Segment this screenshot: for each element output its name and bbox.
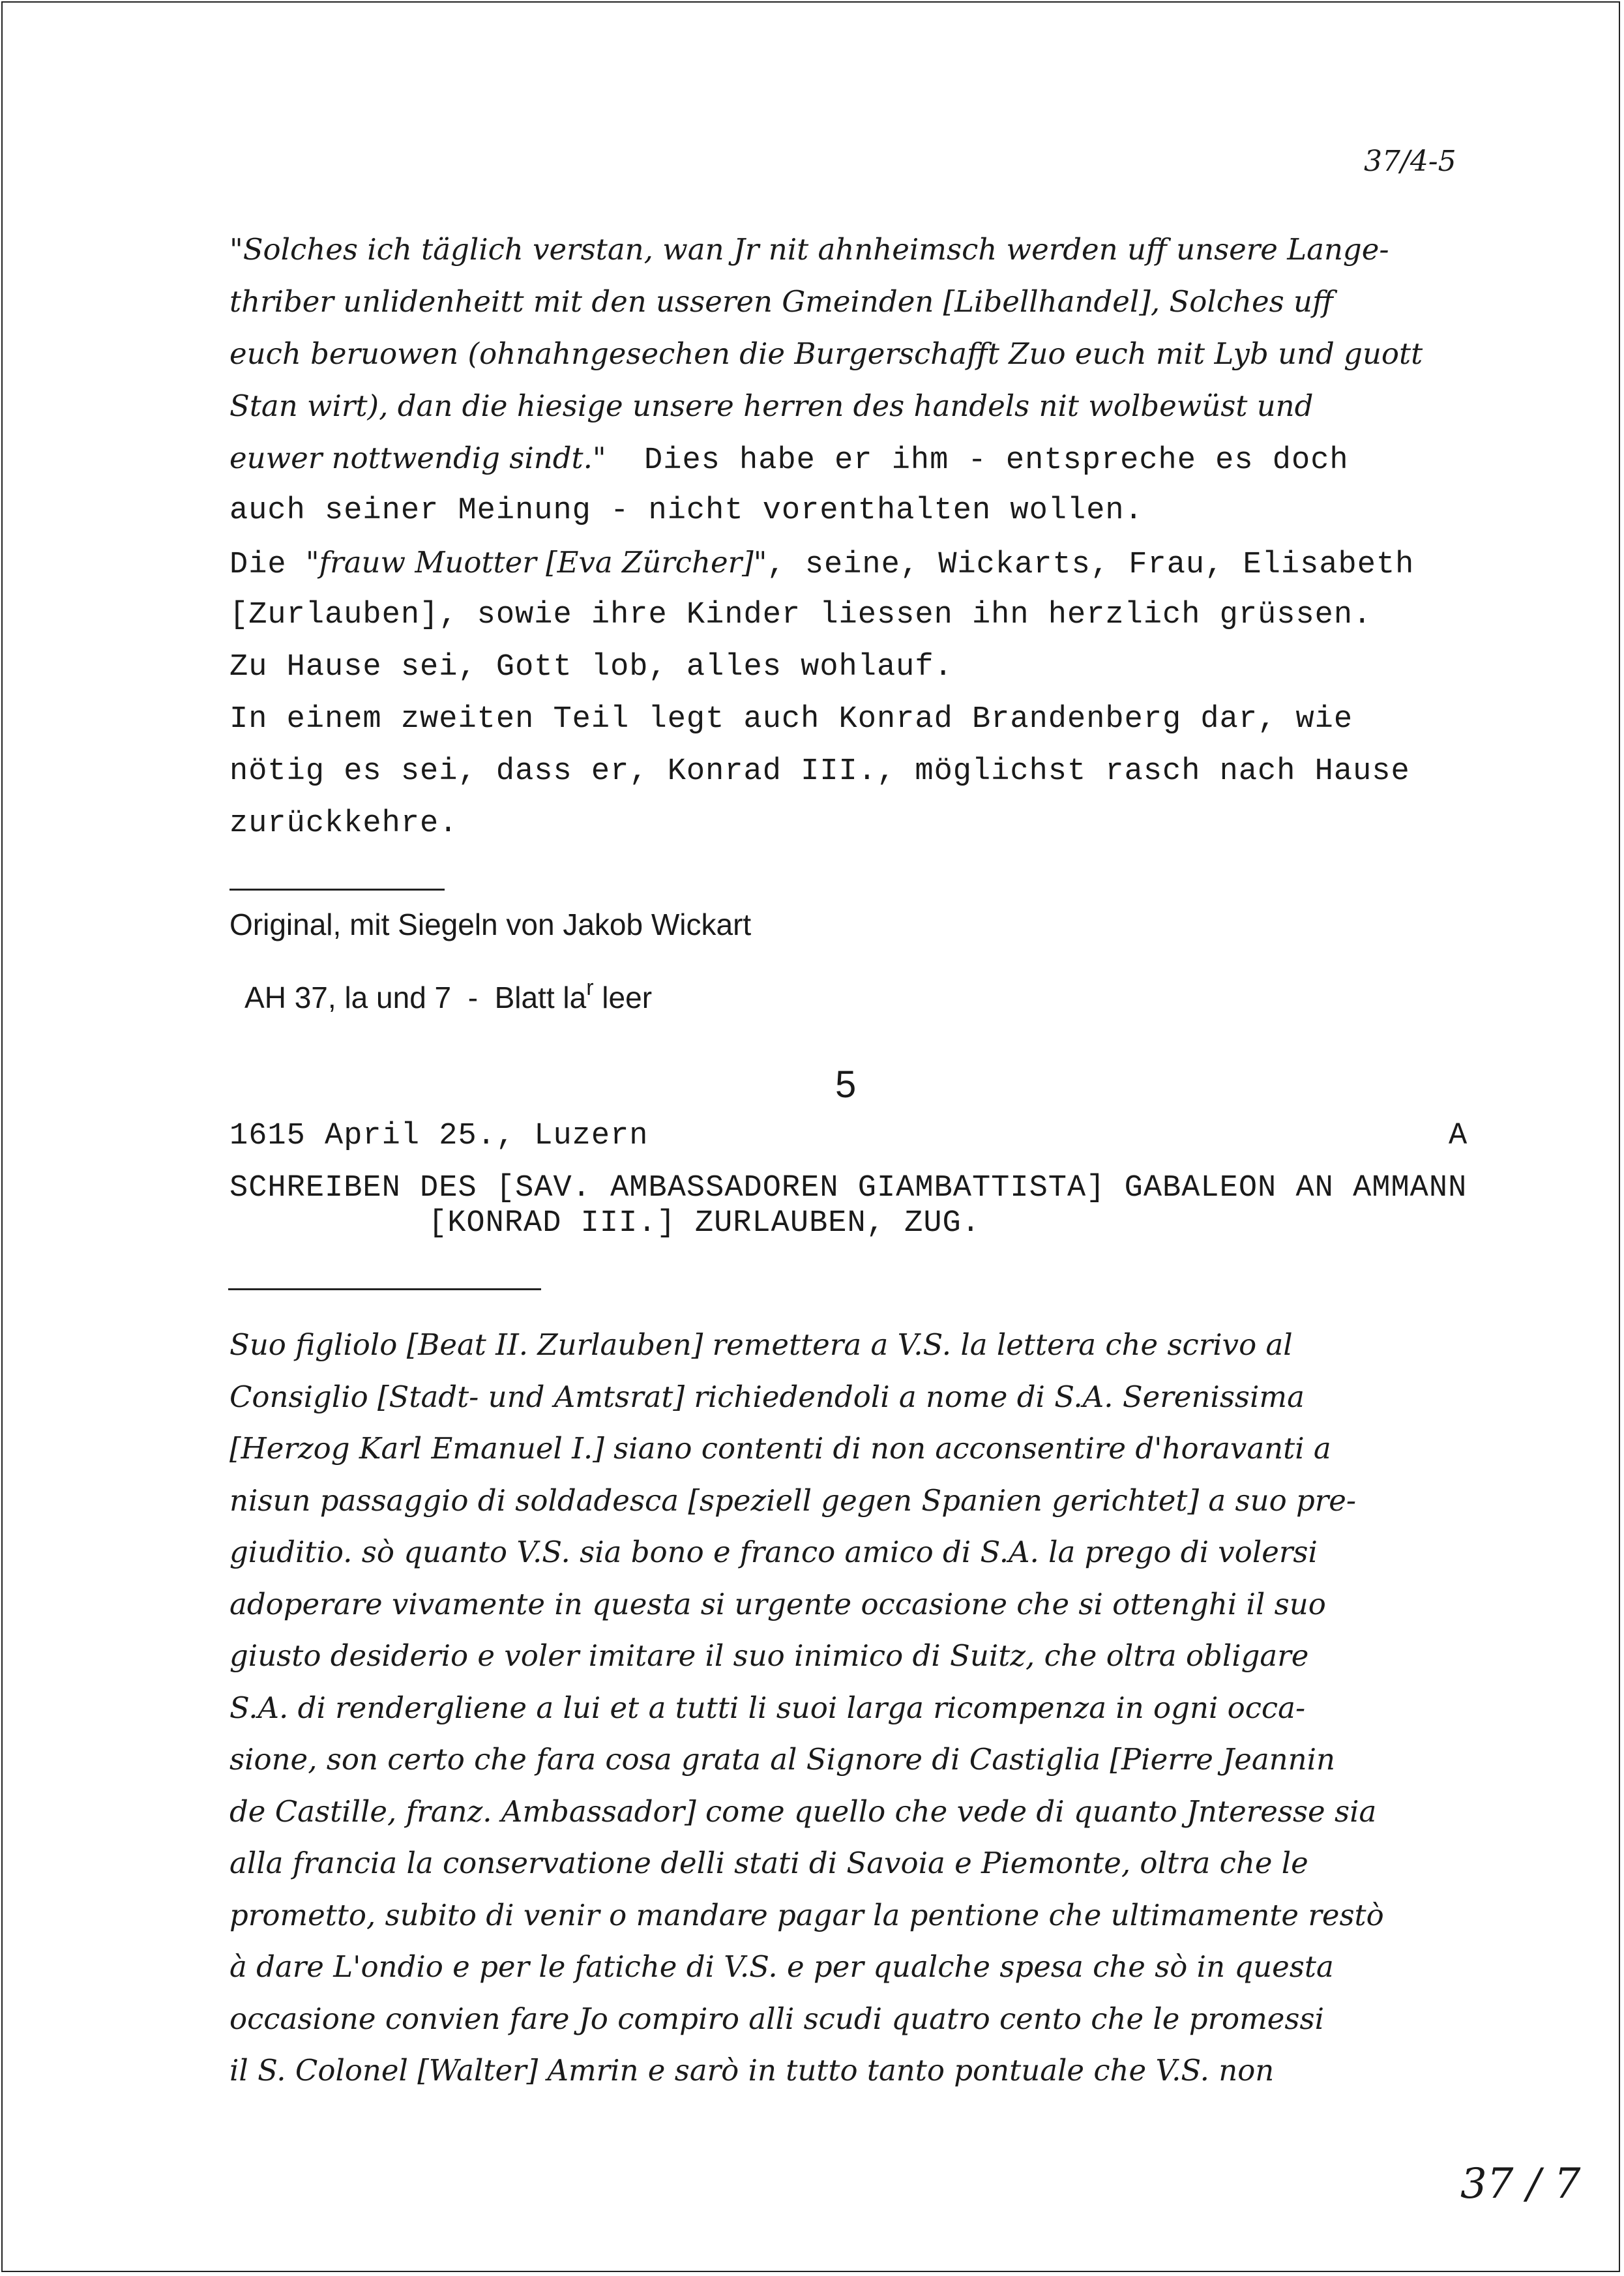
document-title-line2: [KONRAD III.] ZURLAUBEN, ZUG. bbox=[428, 1206, 981, 1241]
summary-text: zurückkehre. bbox=[229, 806, 458, 841]
document-date: 1615 April 25., Luzern bbox=[229, 1119, 649, 1153]
summary-text: Dies habe er ihm - entspreche es doch bbox=[606, 443, 1349, 478]
doc5-text-line: occasione convien fare Jo compiro alli scudi quatro cento che le promessi bbox=[229, 2002, 1324, 2036]
doc5-text-line: il S. Colonel [Walter] Amrin e sarò in tutto tanto pontuale che V.S. non bbox=[229, 2053, 1275, 2088]
source-note-line1: Original, mit Siegeln von Jakob Wickart bbox=[229, 908, 752, 941]
doc5-text-line: adoperare vivamente in questa si urgente occasione che si ottenghi il suo bbox=[229, 1587, 1326, 1621]
source-note-line2 bbox=[229, 947, 652, 1012]
summary-text: nötig es sei, dass er, Konrad III., möglichst rasch nach Hause bbox=[229, 754, 1410, 789]
doc4-line bbox=[229, 808, 458, 839]
document-marker: A bbox=[1449, 1119, 1468, 1153]
summary-text: Die bbox=[229, 548, 306, 582]
footnote-separator bbox=[229, 889, 445, 891]
quoted-text: thriber unlidenheitt mit den usseren Gmeinden [Libellhandel], Solches uff bbox=[229, 284, 1333, 319]
doc4-line bbox=[229, 704, 1353, 735]
summary-text: Zu Hause sei, Gott lob, alles wohlauf. bbox=[229, 650, 953, 685]
summary-text: In einem zweiten Teil legt auch Konrad Brandenberg dar, wie bbox=[229, 702, 1353, 737]
doc5-text-line: nisun passaggio di soldadesca [speziell gegen Spanien gerichtet] a suo pre- bbox=[229, 1483, 1357, 1518]
header-separator bbox=[228, 1288, 541, 1290]
doc5-text-line: alla francia la conservatione delli stati di Savoia e Piemonte, oltra che le bbox=[229, 1846, 1308, 1880]
doc5-text-line: à dare L'ondio e per le fatiche di V.S. e per qualche spesa che sò in questa bbox=[229, 1949, 1334, 1984]
doc4-line bbox=[229, 495, 1144, 526]
doc4-line bbox=[229, 391, 1313, 421]
page-reference: 37/4-5 bbox=[1364, 145, 1456, 178]
source-note-archive: AH 37, la und 7 - Blatt la bbox=[244, 981, 587, 1014]
doc5-text-line: Consiglio [Stadt- und Amtsrat] richiedendoli a nome di S.A. Serenissima bbox=[229, 1380, 1305, 1414]
source-note-blank: leer bbox=[593, 981, 653, 1014]
doc4-line bbox=[229, 336, 1423, 371]
summary-text: auch seiner Meinung - nicht vorenthalten wollen. bbox=[229, 494, 1144, 528]
doc4-line bbox=[229, 284, 1333, 319]
summary-text: [Zurlauben], sowie ihre Kinder liessen ihn herzlich grüssen. bbox=[229, 598, 1372, 632]
doc4-line bbox=[229, 600, 1372, 630]
doc5-text-line: [Herzog Karl Emanuel I.] siano contenti di non acconsentire d'horavanti a bbox=[229, 1431, 1331, 1466]
doc5-text-line: Suo figliolo [Beat II. Zurlauben] remettera a V.S. la lettera che scrivo al bbox=[229, 1327, 1293, 1362]
document-title-line1: SCHREIBEN DES [SAV. AMBASSADOREN GIAMBATTISTA] GABALEON AN AMMANN bbox=[229, 1171, 1468, 1205]
summary-text: , seine, Wickarts, Frau, Elisabeth bbox=[767, 548, 1415, 582]
doc5-text-line: prometto, subito di venir o mandare pagar la pentione che ultimamente restò bbox=[229, 1898, 1384, 1932]
doc5-text-line: giusto desiderio e voler imitare il suo inimico di Suitz, che oltra obligare bbox=[229, 1638, 1309, 1673]
quoted-text: euch beruowen (ohnahngesechen die Burgerschafft Zuo euch mit Lyb und guott bbox=[229, 336, 1423, 371]
doc4-line bbox=[229, 443, 1349, 476]
doc4-line bbox=[229, 756, 1410, 787]
doc5-text-line: giuditio. sò quanto V.S. sia bono e franco amico di S.A. la prego di volersi bbox=[229, 1535, 1318, 1569]
doc4-line bbox=[229, 545, 1415, 582]
doc5-text-line: sione, son certo che fara cosa grata al Signore di Castiglia [Pierre Jeannin bbox=[229, 1742, 1336, 1777]
doc4-line bbox=[229, 232, 1389, 267]
doc5-text-line: S.A. di rendergliene a lui et a tutti li suoi larga ricompenza in ogni occa- bbox=[229, 1691, 1306, 1725]
quoted-text: "frauw Muotter [Eva Zürcher]" bbox=[305, 545, 767, 580]
handwritten-folio: 37 / 7 bbox=[1460, 2160, 1581, 2208]
quoted-text: "Solches ich täglich verstan, wan Jr nit ahnheimsch werden uff unsere Lange- bbox=[229, 232, 1389, 267]
document-number: 5 bbox=[835, 1063, 857, 1106]
quoted-text: euwer nottwendig sindt." bbox=[229, 441, 606, 475]
quoted-text: Stan wirt), dan die hiesige unsere herren des handels nit wolbewüst und bbox=[229, 389, 1314, 423]
doc4-line bbox=[229, 652, 953, 683]
doc5-text-line: de Castille, franz. Ambassador] come quello che vede di quanto Jnteresse sia bbox=[229, 1794, 1377, 1829]
source-note-recto: r bbox=[586, 975, 594, 1000]
